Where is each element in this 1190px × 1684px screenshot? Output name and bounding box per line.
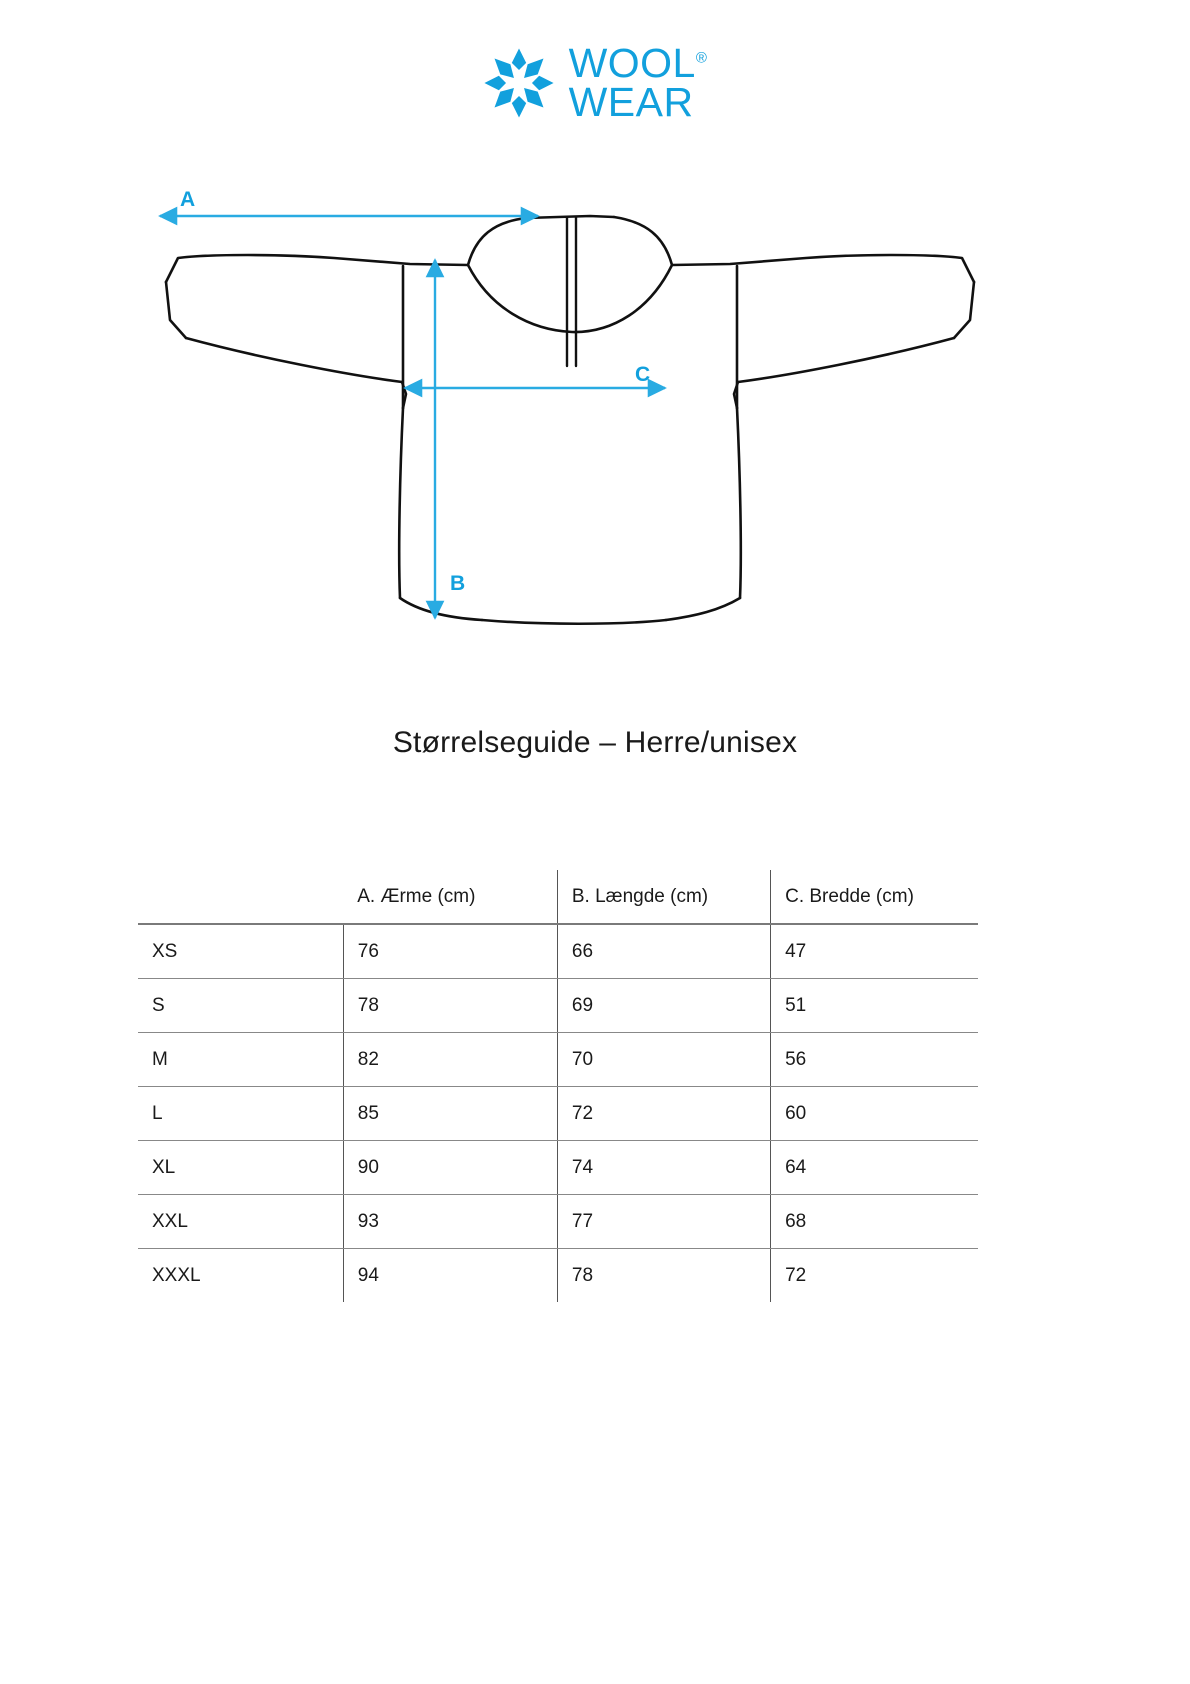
cell-length: 66 xyxy=(557,924,770,979)
snowflake-star-icon xyxy=(483,47,555,119)
cell-width: 56 xyxy=(771,1033,978,1087)
cell-length: 74 xyxy=(557,1141,770,1195)
cell-sleeve: 78 xyxy=(343,979,557,1033)
dimension-label-c: C xyxy=(635,363,651,386)
cell-sleeve: 93 xyxy=(343,1195,557,1249)
cell-length: 78 xyxy=(557,1249,770,1303)
table-row xyxy=(138,1087,978,1141)
cell-sleeve: 94 xyxy=(343,1249,557,1303)
table-row xyxy=(138,1195,978,1249)
table-row xyxy=(138,1249,978,1303)
dimension-label-b: B xyxy=(450,572,466,595)
cell-width: 64 xyxy=(771,1141,978,1195)
dimension-label-a: A xyxy=(180,188,196,211)
cell-sleeve: 85 xyxy=(343,1087,557,1141)
table-row xyxy=(138,1033,978,1087)
cell-width: 60 xyxy=(771,1087,978,1141)
cell-length: 72 xyxy=(557,1087,770,1141)
column-header-sleeve: A. Ærme (cm) xyxy=(343,870,557,924)
table-row xyxy=(138,1141,978,1195)
brand-name-line-1: WOOL® xyxy=(568,40,708,86)
registered-trademark-icon: ® xyxy=(695,49,708,67)
cell-size: XXL xyxy=(138,1195,343,1249)
table-body xyxy=(138,924,978,1302)
cell-size: L xyxy=(138,1087,343,1141)
table-header-row xyxy=(138,870,978,924)
brand-logo xyxy=(0,40,1190,125)
size-guide-table xyxy=(138,870,978,1302)
cell-size: XS xyxy=(138,924,343,979)
size-guide-table-container xyxy=(138,870,978,1302)
cell-width: 68 xyxy=(771,1195,978,1249)
cell-sleeve: 82 xyxy=(343,1033,557,1087)
cell-length: 77 xyxy=(557,1195,770,1249)
sweater-measurement-diagram xyxy=(120,170,1000,650)
cell-width: 47 xyxy=(771,924,978,979)
column-header-size xyxy=(138,870,343,924)
cell-width: 51 xyxy=(771,979,978,1033)
cell-size: M xyxy=(138,1033,343,1087)
cell-sleeve: 90 xyxy=(343,1141,557,1195)
cell-length: 69 xyxy=(557,979,770,1033)
table-row xyxy=(138,924,978,979)
cell-width: 72 xyxy=(785,1264,807,1286)
cell-length: 70 xyxy=(557,1033,770,1087)
brand-name-line-2: WEAR xyxy=(568,78,694,125)
column-header-length: B. Længde (cm) xyxy=(557,870,770,924)
cell-size: XL xyxy=(138,1141,343,1195)
cell-size: XXXL xyxy=(138,1249,343,1303)
cell-sleeve: 76 xyxy=(343,924,557,979)
column-header-width: C. Bredde (cm) xyxy=(771,870,978,924)
cell-size: S xyxy=(138,979,343,1033)
table-row xyxy=(138,979,978,1033)
page-title: Størrelseguide – Herre/unisex xyxy=(392,726,798,759)
